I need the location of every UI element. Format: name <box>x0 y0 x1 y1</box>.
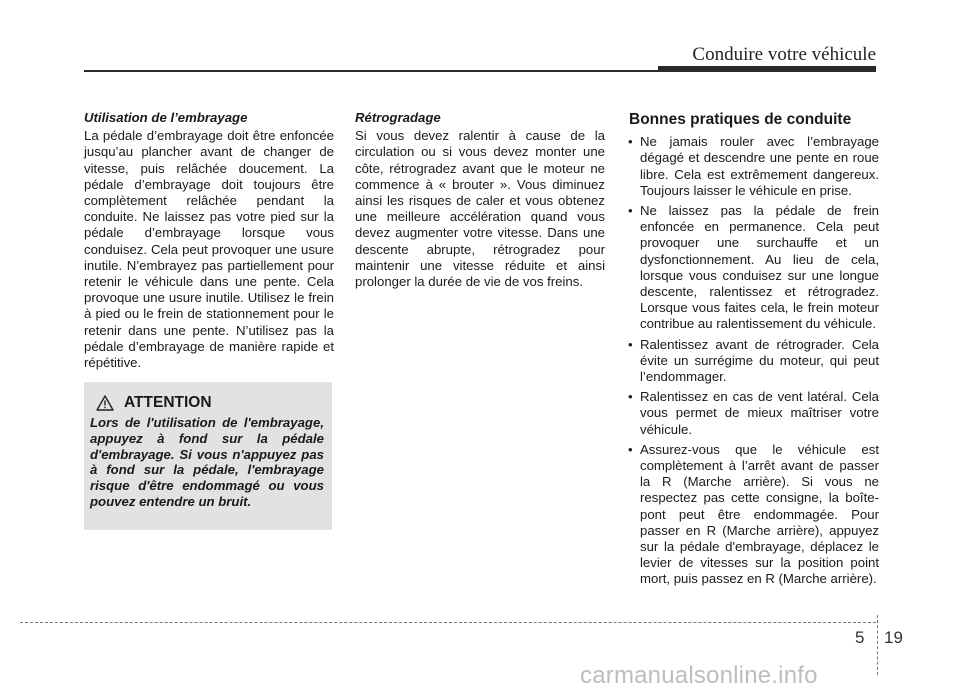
list-item-text: Ralentissez en cas de vent latéral. Cela vous permet de mieux maîtriser votre véhicule. <box>640 389 879 437</box>
attention-text: Lors de l'utilisation de l'embrayage, appuyez à fond sur la pédale d'embrayage. Si vous n'appuyez pas à fond sur la pédale, l'embrayage risque d'être endommagé ou vous pouvez entendre un bruit. <box>90 415 324 509</box>
attention-box <box>84 382 332 530</box>
list-item <box>625 389 879 438</box>
list-item-text: Assurez-vous que le véhicule est complètement à l’arrêt avant de passer la R (Marche arrière). Si vous ne respectez pas cette consigne, la boîte-pont peut être endommagée. Pour passer en R (Marche arrière), appuyez sur la pédale d'embrayage, déplacez le levier de vitesses sur la position point mort, puis passez en R (Marche arrière). <box>640 441 879 587</box>
list-item <box>625 203 879 333</box>
clutch-text: La pédale d’embrayage doit être enfoncée jusqu’au plancher avant de changer de vitesse, puis relâchée doucement. La pédale d’embrayage doit toujours être complètement relâchée pendant la conduite. Ne laissez pas votre pied sur la pédale d’embrayage lorsque vous conduisez. Cela peut provoquer une usure inutile. N’embrayez pas partiellement pour retenir le véhicule dans une pente. Cela provoque une usure inutile. Utilisez le frein à pied ou le frein de stationnement pour le retenir dans une pente. N’utilisez pas la pédale d’embrayage de manière rapide et répétitive. <box>84 128 334 371</box>
header-rule-accent <box>658 66 876 72</box>
footer-divider <box>877 615 878 675</box>
column-good-practices <box>625 112 879 592</box>
list-item-text: Ne jamais rouler avec l’embrayage dégagé et descendre une pente en roue libre. Cela est extrêmement dangereux. Toujours laisser le véhicule en prise. <box>640 134 879 198</box>
page-number: 19 <box>884 628 903 647</box>
watermark: carmanualsonline.info <box>580 662 818 689</box>
downshift-heading: Rétrogradage <box>355 110 441 125</box>
list-item-text: Ne laissez pas la pédale de frein enfoncée en permanence. Cela peut provoquer une surchauffe et un dysfonctionnement. Au lieu de cela, lorsque vous conduisez sur une longue descente, ralentissez et rétrogradez. Lorsque vous faites cela, le frein moteur contribue au ralentissement du véhicule. <box>640 203 879 332</box>
attention-header <box>90 394 324 412</box>
list-item <box>625 442 879 588</box>
good-practices-list <box>625 134 879 587</box>
chapter-title: Conduire votre véhicule <box>692 44 876 65</box>
bullet-icon: • <box>628 336 633 352</box>
column-downshift <box>355 110 605 290</box>
footer-rule <box>20 622 876 623</box>
bullet-icon: • <box>628 134 633 150</box>
bullet-icon: • <box>628 441 633 457</box>
clutch-heading: Utilisation de l’embrayage <box>84 110 248 125</box>
column-clutch <box>84 110 334 371</box>
bullet-icon: • <box>628 389 633 405</box>
bullet-icon: • <box>628 203 633 219</box>
section-number: 5 <box>855 628 865 647</box>
downshift-text: Si vous devez ralentir à cause de la circulation ou si vous devez monter une côte, rétrogradez avant que le moteur ne commence à « brouter ». Vous diminuez ainsi les risques de caler et vous obtenez une meilleure accélération quand vous devez augmenter votre vitesse. Dans une descente abrupte, rétrogradez pour maintenir une vitesse réduite et ainsi prolonger la durée de vie de vos freins. <box>355 128 605 290</box>
list-item <box>625 337 879 386</box>
list-item-text: Ralentissez avant de rétrograder. Cela évite un surrégime du moteur, qui peut l’endommager. <box>640 336 879 385</box>
list-item <box>625 134 879 199</box>
good-practices-heading: Bonnes pratiques de conduite <box>629 111 852 128</box>
attention-title: ATTENTION <box>124 394 212 411</box>
warning-triangle-icon <box>96 395 114 411</box>
